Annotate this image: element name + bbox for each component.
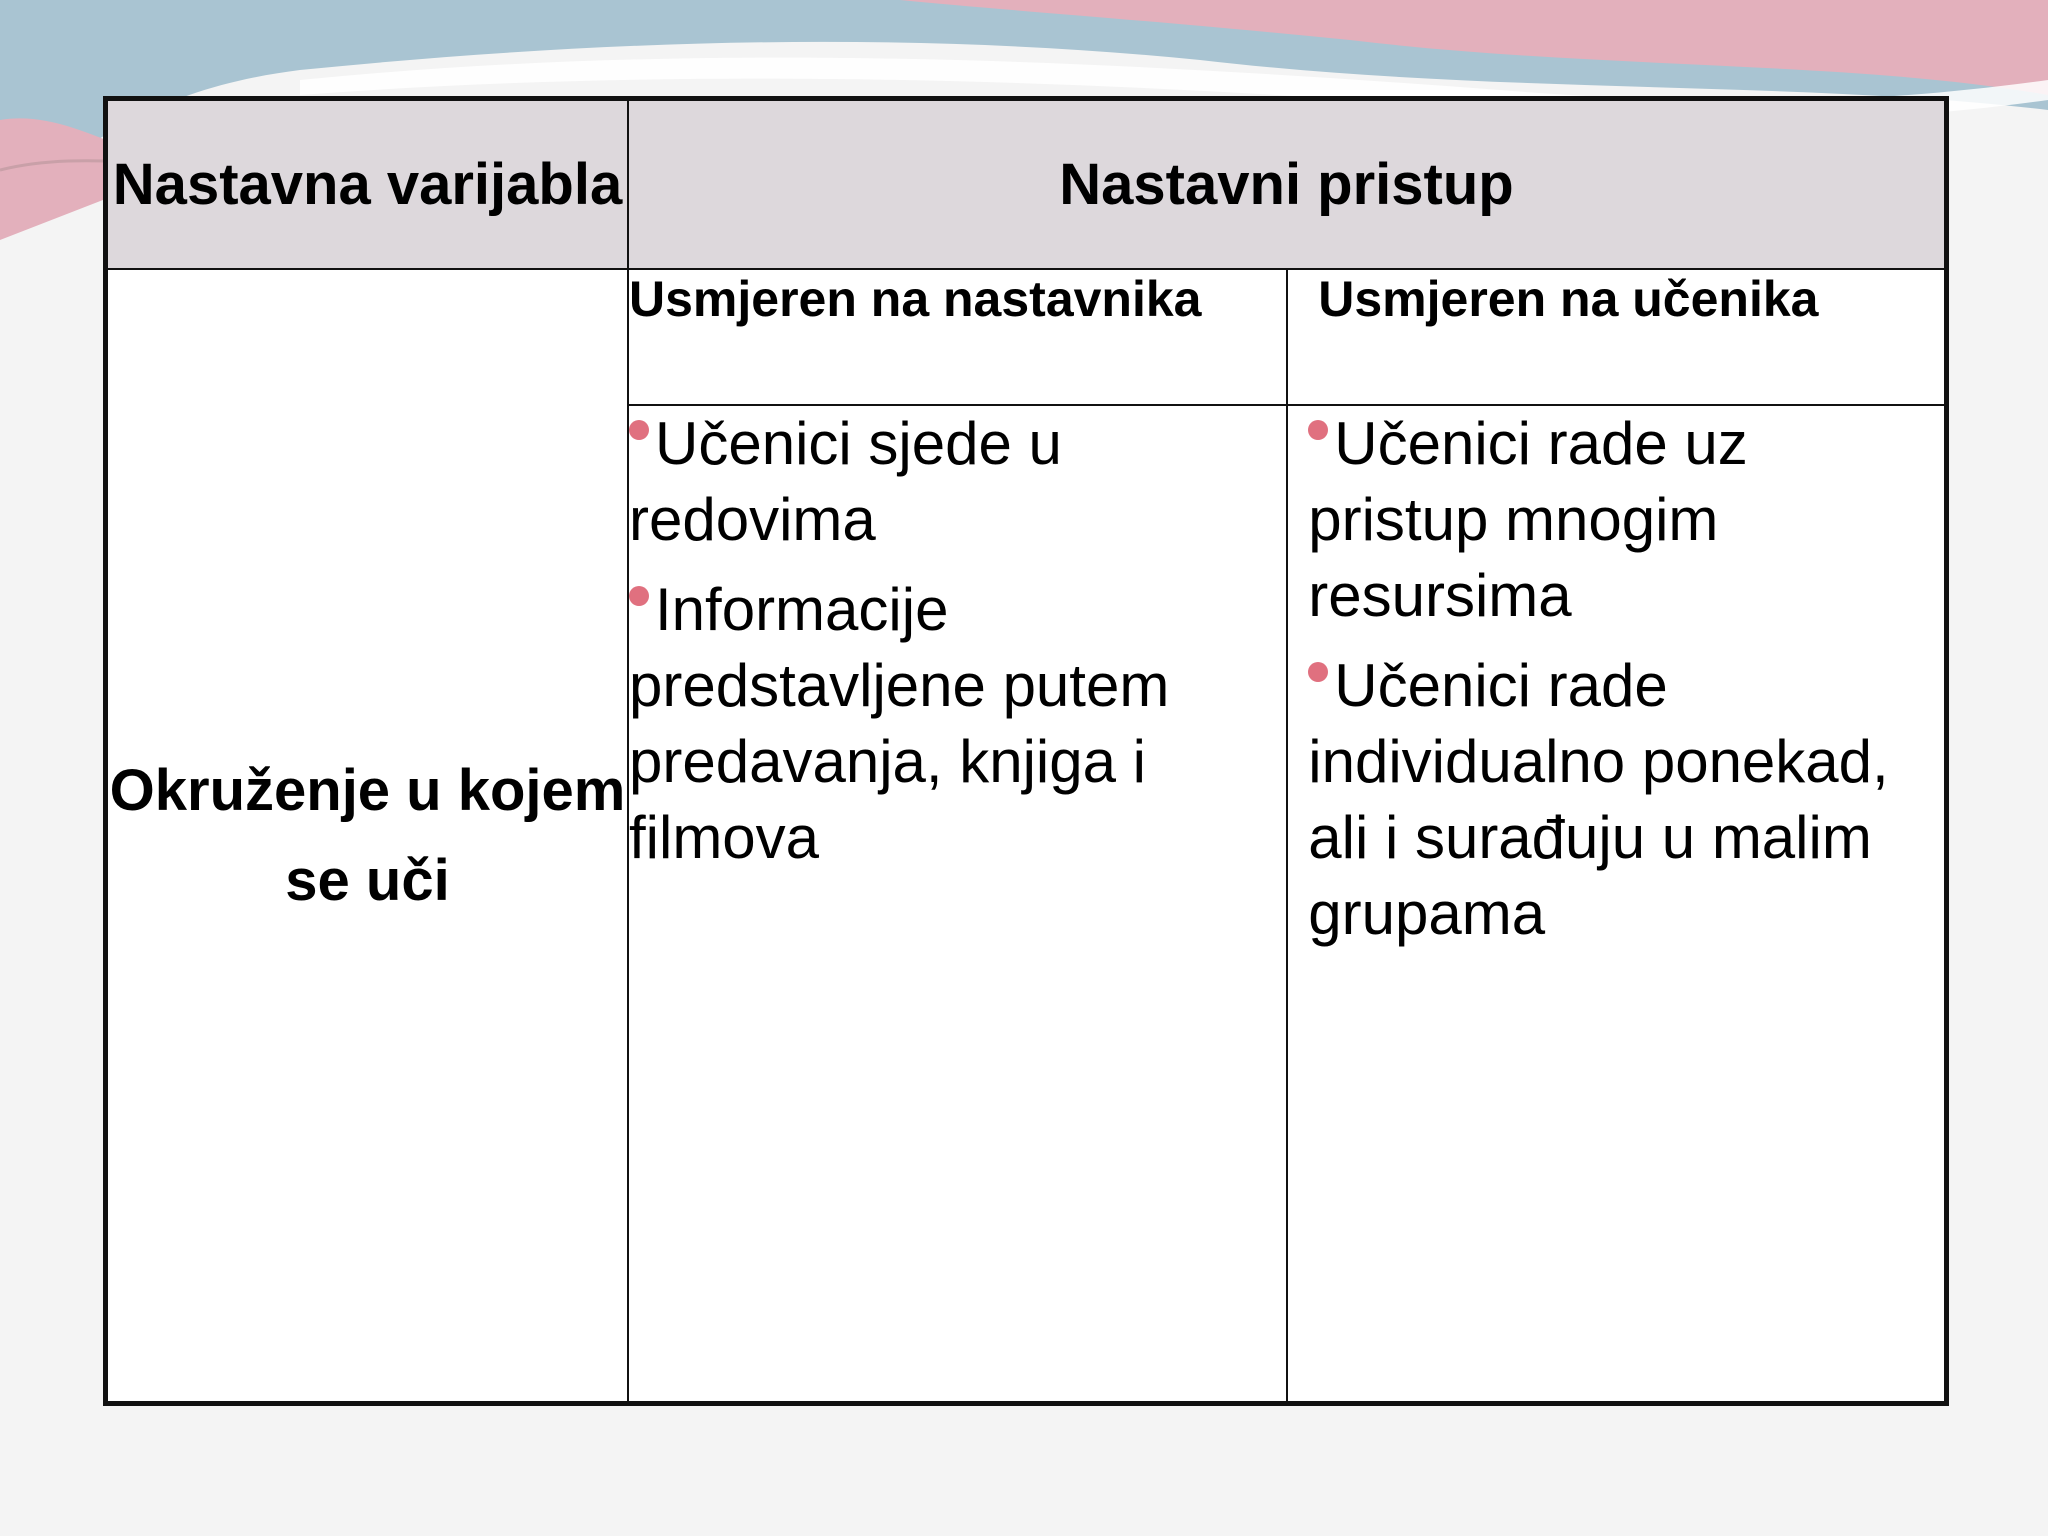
bullet-text: Informacije predstavljene putem predavanja, knjiga i filmova — [629, 576, 1170, 871]
student-centered-cell — [1287, 405, 1946, 1404]
bullet-item — [629, 572, 1286, 876]
approach-header: Nastavni pristup — [628, 99, 1947, 270]
student-centered-header: Usmjeren na učenika — [1287, 269, 1946, 405]
comparison-table-wrapper — [103, 96, 1949, 1406]
comparison-table — [103, 96, 1949, 1406]
bullet-item — [629, 406, 1286, 558]
bullet-icon — [629, 586, 649, 606]
bullet-item — [1308, 406, 1944, 634]
teacher-centered-header: Usmjeren na nastavnika — [628, 269, 1287, 405]
bullet-icon — [629, 420, 649, 440]
row-label-environment: Okruženje u kojem se uči — [106, 269, 629, 1404]
bullet-text: Učenici rade individualno ponekad, ali i surađuju u malim grupama — [1308, 652, 1889, 947]
bullet-icon — [1308, 420, 1328, 440]
bullet-icon — [1308, 662, 1328, 682]
bullet-text: Učenici sjede u redovima — [629, 410, 1062, 553]
variable-header: Nastavna varijabla — [106, 99, 629, 270]
bullet-item — [1308, 648, 1944, 952]
teacher-centered-cell — [628, 405, 1287, 1404]
bullet-text: Učenici rade uz pristup mnogim resursima — [1308, 410, 1748, 629]
